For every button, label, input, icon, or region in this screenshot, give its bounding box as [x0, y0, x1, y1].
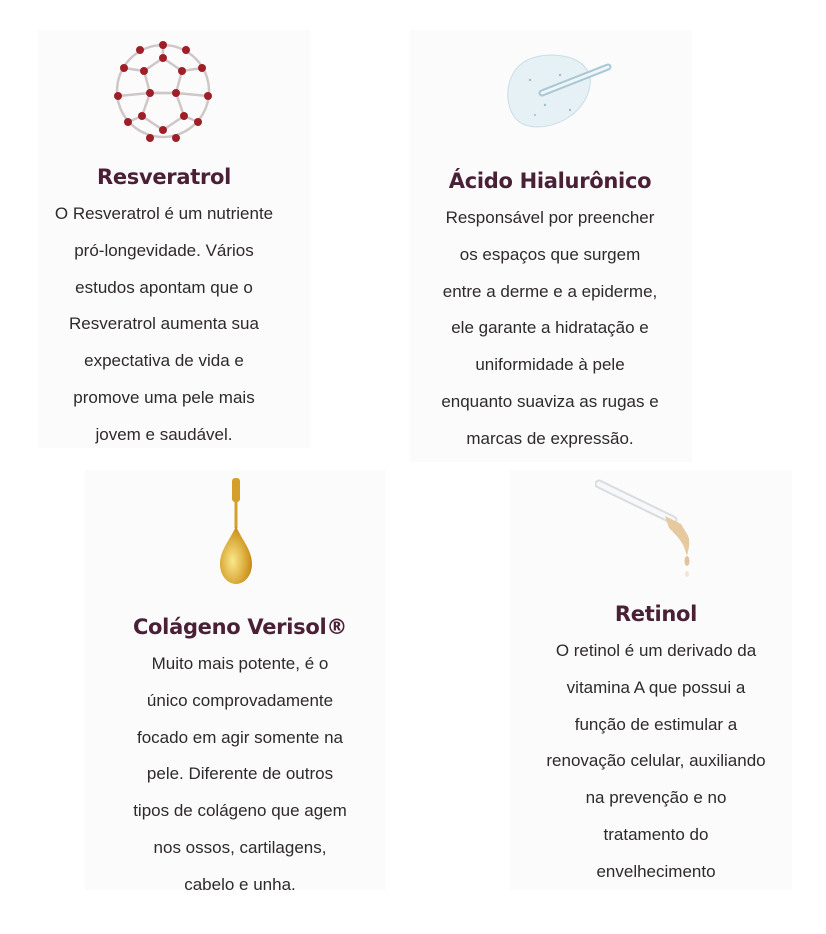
item-text-line: marcas de expressão.: [466, 428, 634, 448]
item-retinol: [546, 599, 765, 891]
item-text-line: na prevenção e no: [585, 788, 727, 808]
item-text-line: tipos de colágeno que agem: [133, 801, 347, 821]
item-text-line: função de estimular a: [574, 714, 738, 734]
item-text-line: cabelo e unha.: [184, 874, 296, 894]
item-text-line: entre a derme e a epiderme,: [442, 281, 658, 301]
item-text-line: ele garante a hidratação e: [451, 318, 649, 338]
item-text-line: envelhecimento: [596, 861, 716, 881]
item-text-line: Muito mais potente, é o: [151, 654, 329, 673]
golden-drop-icon: [212, 478, 262, 586]
dropper-icon: [595, 478, 705, 578]
item-title: Resveratrol: [96, 165, 232, 189]
item-text-line: estudos apontam que o: [75, 277, 253, 297]
item-text-line: Responsável por preencher: [445, 208, 655, 227]
item-text-line: renovação celular, auxiliando: [546, 751, 766, 771]
item-title: Retinol: [614, 602, 698, 626]
item-text-line: jovem e saudável.: [95, 424, 233, 444]
item-text-line: pró-longevidade. Vários: [74, 240, 254, 260]
item-text-line: O retinol é um derivado da: [555, 641, 757, 660]
item-text-line: expectativa de vida e: [84, 351, 244, 371]
item-resveratrol: [55, 162, 273, 454]
item-text-line: promove uma pele mais: [73, 387, 255, 407]
item-title: Colágeno Verisol®: [132, 615, 348, 639]
molecule-icon: [110, 38, 216, 144]
gel-pipette-icon: [500, 45, 615, 135]
item-text-line: nos ossos, cartilagens,: [153, 837, 327, 857]
item-text-line: pele. Diferente de outros: [146, 764, 334, 784]
item-text-line: tratamento do: [603, 824, 709, 844]
item-text-line: os espaços que surgem: [459, 244, 641, 264]
item-text-line: único comprovadamente: [146, 690, 334, 710]
item-text-line: Resveratrol aumenta sua: [69, 314, 259, 334]
item-colageno-verisol: [133, 612, 347, 904]
item-text-line: O Resveratrol é um nutriente: [54, 204, 274, 223]
item-text-line: vitamina A que possui a: [566, 677, 746, 697]
item-text-line: uniformidade à pele: [475, 355, 625, 375]
item-text-line: enquanto suaviza as rugas e: [441, 391, 659, 411]
item-acido-hialuronico: [441, 166, 658, 458]
item-text-line: focado em agir somente na: [136, 727, 344, 747]
item-title: Ácido Hialurônico: [448, 169, 652, 193]
